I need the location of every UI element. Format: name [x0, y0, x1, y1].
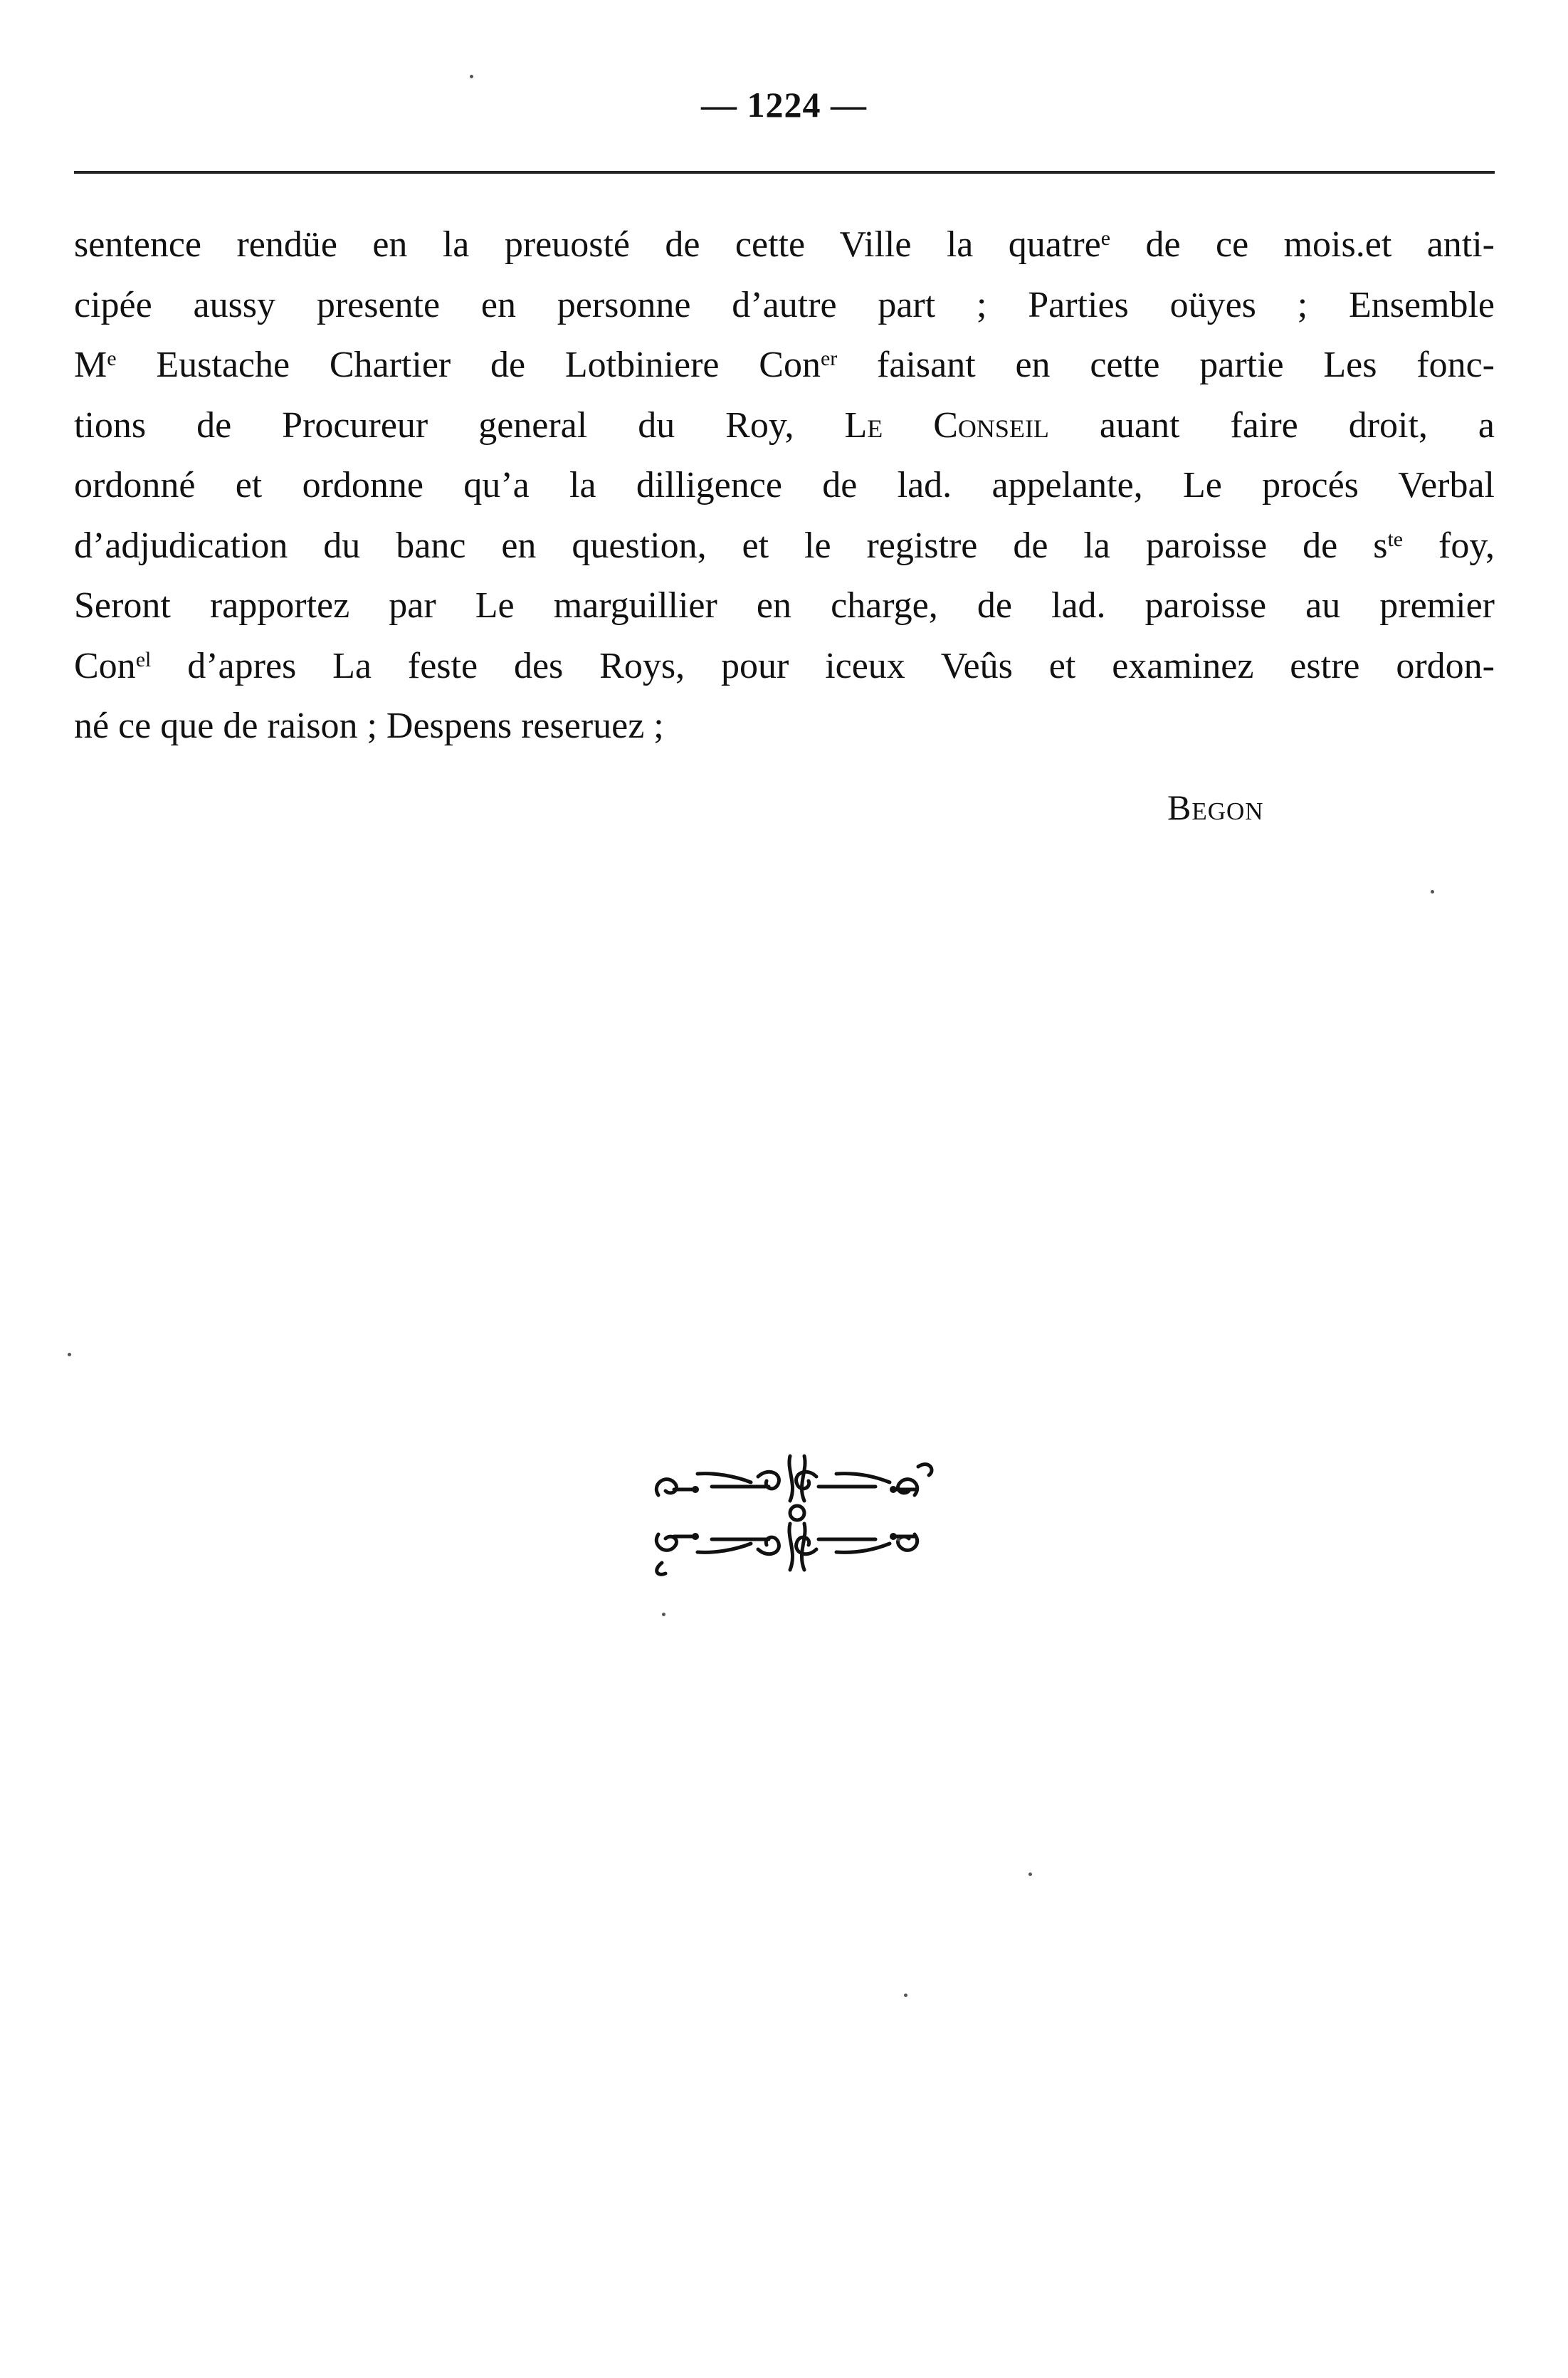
text-fragment: d’apres La feste des Roys, pour iceux Veûs et examinez estre ordon-	[151, 645, 1495, 686]
text-fragment: de ce mois.et anti-	[1110, 224, 1495, 265]
text-fragment: faisant en cette partie Les fonc-	[837, 345, 1495, 385]
text-line-6	[74, 516, 1495, 577]
text-line-8	[74, 637, 1495, 697]
text-fragment: foy,	[1403, 525, 1495, 566]
text-line-5: ordonné et ordonne qu’a la dilligence de lad. appelante, Le procés Verbal	[74, 465, 1495, 506]
signature: Begon	[1167, 787, 1264, 827]
text-fragment: tions de Procureur general du Roy,	[74, 404, 845, 446]
text-fragment: sentence rendüe en la preuosté de cette Ville la quatre	[74, 224, 1101, 265]
superscript: e	[107, 347, 117, 370]
text-line-7: Seront rapportez par Le marguillier en charge, de lad. paroisse au premier	[74, 585, 1495, 626]
page-number: — 1224 —	[701, 85, 867, 125]
text-line-3	[74, 335, 1495, 396]
small-caps-phrase: Le Conseil	[844, 404, 1049, 446]
text-fragment: Con	[74, 645, 136, 686]
text-fragment: Eustache Chartier de Lotbiniere Con	[116, 345, 821, 385]
scroll-flourish-icon	[644, 1445, 943, 1581]
body-text	[74, 215, 1495, 757]
header-rule	[74, 171, 1495, 174]
text-fragment: d’adjudication du banc en question, et le registre de la paroisse de s	[74, 525, 1388, 566]
text-fragment: M	[74, 345, 107, 385]
text-line-2: cipée aussy presente en personne d’autre part ; Parties oüyes ; Ensemble	[74, 284, 1495, 325]
text-line-9: né ce que de raison ; Despens reseruez ;	[74, 706, 664, 746]
superscript: e	[1100, 226, 1111, 250]
text-line-1	[74, 215, 1495, 276]
superscript: er	[820, 347, 838, 370]
superscript: el	[135, 647, 152, 671]
text-fragment: auant faire droit, a	[1048, 404, 1495, 446]
superscript: te	[1387, 527, 1404, 551]
text-line-4	[74, 396, 1495, 456]
